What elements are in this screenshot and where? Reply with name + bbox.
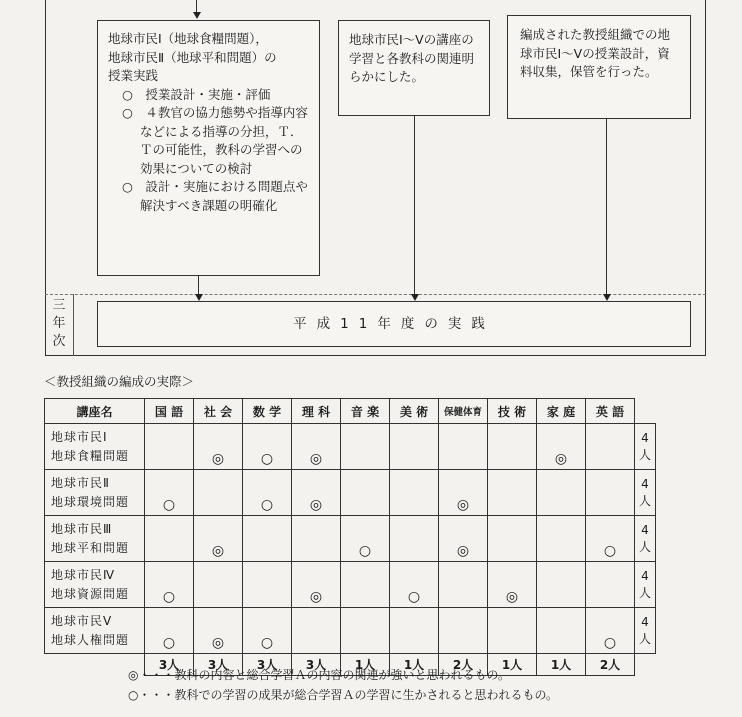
mark-cell: ○ [341, 516, 390, 562]
total-cell: 1人 [341, 654, 390, 676]
total-cell: 1人 [488, 654, 537, 676]
connector-3 [606, 119, 607, 297]
course-topic: 地球食糧問題 [51, 448, 130, 463]
course-name [45, 470, 145, 516]
subject-header: 数 学 [243, 399, 292, 424]
course-topic: 地球平和問題 [51, 540, 130, 555]
mark-cell [439, 424, 488, 470]
total-cell: 3人 [243, 654, 292, 676]
subject-header: 保健体育 [439, 399, 488, 424]
count-header [635, 399, 656, 424]
subject-header: 美 術 [390, 399, 439, 424]
organization-table [44, 398, 656, 676]
row-count-number: 4 [641, 568, 649, 583]
mark-cell: ◎ [439, 470, 488, 516]
mark-cell [390, 424, 439, 470]
mark-cell [341, 424, 390, 470]
subject-header: 理 科 [292, 399, 341, 424]
row-count-number: 4 [641, 476, 649, 491]
row-count-unit: 人 [638, 493, 651, 508]
arrow-3 [603, 294, 611, 301]
box2-text: 地球市民Ⅰ～Ⅴの講座の学習と各教科の関連明らかにした。 [349, 32, 475, 84]
row-count-unit: 人 [638, 585, 651, 600]
mark-cell [586, 424, 635, 470]
mark-cell [341, 608, 390, 654]
course-name [45, 424, 145, 470]
total-cell: 1人 [390, 654, 439, 676]
subject-header: 国 語 [145, 399, 194, 424]
mark-cell: ◎ [439, 516, 488, 562]
year-label-char-2: 年 [52, 316, 66, 331]
totals-end-spacer [635, 654, 656, 676]
mark-cell: ○ [243, 608, 292, 654]
mark-cell [586, 562, 635, 608]
row-count [635, 562, 656, 608]
course-topic: 地球環境問題 [51, 494, 130, 509]
mark-cell: ◎ [488, 562, 537, 608]
mark-cell: ◎ [194, 424, 243, 470]
mark-cell [145, 516, 194, 562]
box1-line-3: 授業実践 [108, 68, 159, 83]
mark-cell: ○ [390, 562, 439, 608]
row-count [635, 470, 656, 516]
course-name [45, 516, 145, 562]
course-topic: 地球人権問題 [51, 632, 130, 647]
connector-2 [414, 116, 415, 297]
mark-cell [537, 470, 586, 516]
mark-cell [145, 424, 194, 470]
year-label-char-3: 次 [52, 334, 66, 349]
box1-item-3: ○ 設計・実施における問題点や解決すべき課題の明確化 [122, 179, 308, 213]
row-count-unit: 人 [638, 631, 651, 646]
box1-item-2: ○ ４教官の協力態勢や指導内容などによる指導の分担，Ｔ．Ｔの可能性，教科の学習への効果についての検討 [122, 105, 308, 176]
total-cell: 3人 [145, 654, 194, 676]
practice-text: 平成11年度の実践 [293, 316, 495, 332]
box1-line-1: 地球市民Ⅰ（地球食糧問題）， [108, 31, 268, 46]
table-row [45, 562, 656, 608]
course-name [45, 562, 145, 608]
subject-header: 技 術 [488, 399, 537, 424]
mark-cell [439, 562, 488, 608]
mark-cell [488, 470, 537, 516]
row-count [635, 424, 656, 470]
year-label [47, 297, 71, 351]
row-count-number: 4 [641, 614, 649, 629]
box3-text: 編成された教授組織での地球市民Ⅰ～Ⅴの授業設計，資料収集，保管を行った。 [520, 27, 671, 79]
subject-header: 英 語 [586, 399, 635, 424]
mark-cell: ◎ [194, 608, 243, 654]
subject-header: 社 会 [194, 399, 243, 424]
mark-cell [390, 470, 439, 516]
row-count-unit: 人 [638, 539, 651, 554]
practice-bar [97, 301, 691, 347]
legend-strong: ◎・・・教科の内容と総合学習Ａの内容の関連が強いと思われるもの。 [128, 668, 510, 682]
course-title: 地球市民Ⅰ [51, 429, 108, 444]
total-cell: 3人 [194, 654, 243, 676]
course-topic: 地球資源問題 [51, 586, 130, 601]
table-row [45, 470, 656, 516]
mark-cell: ○ [586, 516, 635, 562]
mark-cell [439, 608, 488, 654]
practice-plan-box [97, 20, 320, 276]
mark-cell: ◎ [292, 470, 341, 516]
mark-cell: ○ [586, 608, 635, 654]
row-count [635, 608, 656, 654]
table-header-row [45, 399, 656, 424]
course-title: 地球市民Ⅱ [51, 475, 110, 490]
mark-cell [390, 608, 439, 654]
mark-cell: ○ [243, 470, 292, 516]
mark-cell [341, 562, 390, 608]
total-cell: 2人 [586, 654, 635, 676]
mark-cell [194, 562, 243, 608]
subject-header: 家 庭 [537, 399, 586, 424]
year-column-divider [73, 294, 74, 356]
mark-cell [390, 516, 439, 562]
box1-item-1: ○ 授業設計・実施・評価 [122, 86, 271, 102]
box1-line-2: 地球市民Ⅱ（地球平和問題）の [108, 49, 277, 65]
legend-weak: ○・・・教科での学習の成果が総合学習Ａの学習に生かされると思われるもの。 [128, 688, 558, 702]
row-count [635, 516, 656, 562]
mark-cell [537, 562, 586, 608]
course-title: 地球市民Ⅳ [51, 567, 116, 582]
mark-cell: ○ [145, 562, 194, 608]
mark-cell [243, 562, 292, 608]
mark-cell [341, 470, 390, 516]
arrow-2 [411, 294, 419, 301]
table-row [45, 608, 656, 654]
corner-header: 講座名 [45, 399, 145, 424]
arrow-1 [195, 294, 203, 301]
subject-relation-box [338, 20, 490, 116]
subject-header: 音 楽 [341, 399, 390, 424]
total-cell: 2人 [439, 654, 488, 676]
course-title: 地球市民Ⅲ [51, 521, 113, 536]
mark-cell: ◎ [292, 424, 341, 470]
mark-cell [488, 424, 537, 470]
section-title: ＜教授組織の編成の実際＞ [44, 374, 195, 389]
mark-cell [292, 516, 341, 562]
mark-cell: ◎ [537, 424, 586, 470]
course-title: 地球市民Ⅴ [51, 613, 113, 628]
mark-cell: ○ [145, 608, 194, 654]
total-cell: 1人 [537, 654, 586, 676]
mark-cell [537, 516, 586, 562]
mark-cell: ◎ [194, 516, 243, 562]
mark-cell [586, 470, 635, 516]
organization-box [507, 15, 691, 119]
total-cell: 3人 [292, 654, 341, 676]
table-row [45, 424, 656, 470]
incoming-arrow [193, 12, 201, 19]
year-label-char-1: 三 [52, 298, 66, 313]
mark-cell [488, 516, 537, 562]
mark-cell [292, 608, 341, 654]
mark-cell: ○ [243, 424, 292, 470]
mark-cell: ○ [145, 470, 194, 516]
row-count-number: 4 [641, 522, 649, 537]
row-count-unit: 人 [638, 447, 651, 462]
mark-cell: ◎ [292, 562, 341, 608]
mark-cell [243, 516, 292, 562]
course-name [45, 608, 145, 654]
mark-cell [537, 608, 586, 654]
table-row [45, 516, 656, 562]
row-count-number: 4 [641, 430, 649, 445]
mark-cell [194, 470, 243, 516]
mark-cell [488, 608, 537, 654]
